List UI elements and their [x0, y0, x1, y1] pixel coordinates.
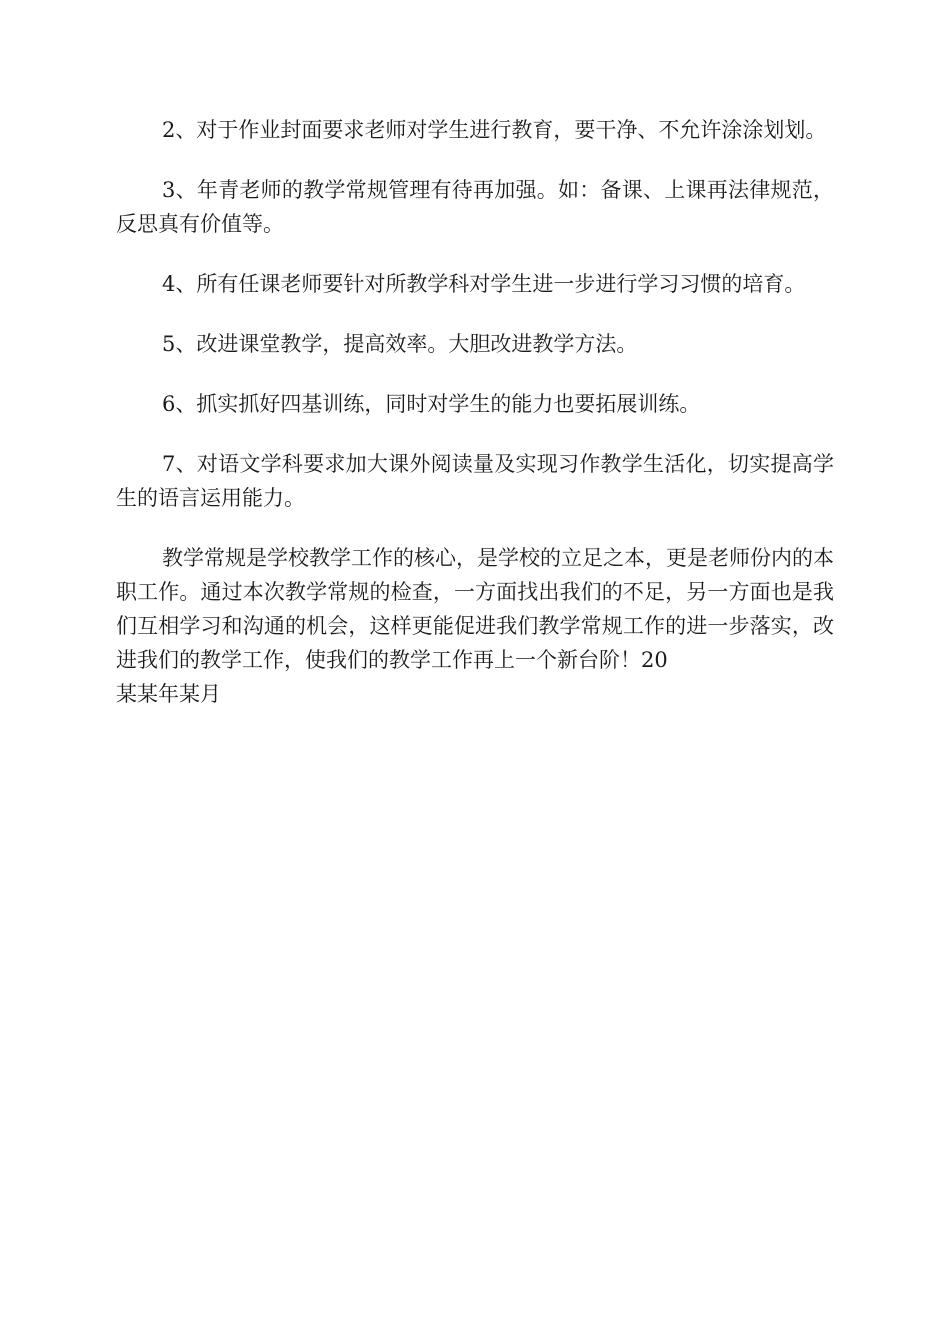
paragraph-item-5: 5、改进课堂教学，提高效率。大胆改进教学方法。 — [162, 332, 638, 356]
paragraph-item-3: 3、年青老师的教学常规管理有待再加强。如：备课、上课再法律规范，反思真有价值等。 — [116, 178, 834, 236]
paragraph-item-6: 6、抓实抓好四基训练，同时对学生的能力也要拓展训练。 — [162, 392, 701, 416]
conclusion-paragraph: 教学常规是学校教学工作的核心，是学校的立足之本，更是老师份内的本职工作。通过本次教学常规的检查，一方面找出我们的不足，另一方面也是我们互相学习和沟通的机会，这样更能促进我们教学常规工作的进一步落实，改进我们的教学工作，使我们的教学工作再上一个新台阶！20 — [116, 546, 834, 672]
paragraph-item-2: 2、对于作业封面要求老师对学生进行教育，要干净、不允许涂涂划划。 — [162, 118, 827, 142]
date-line: 某某年某月 — [116, 682, 221, 706]
document-body — [116, 113, 834, 711]
paragraph-item-4: 4、所有任课老师要针对所教学科对学生进一步进行学习习惯的培育。 — [162, 272, 806, 296]
paragraph-item-7: 7、对语文学科要求加大课外阅读量及实现习作教学生活化，切实提高学生的语言运用能力。 — [116, 452, 834, 510]
